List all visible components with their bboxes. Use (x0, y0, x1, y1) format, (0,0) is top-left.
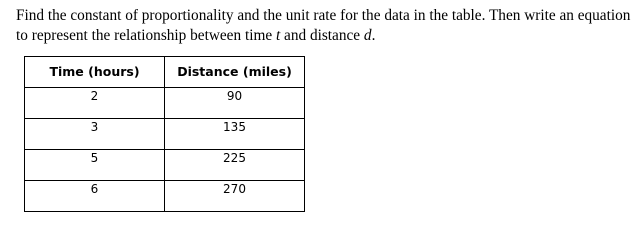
cell-time: 6 (25, 181, 165, 212)
problem-line-2-end: . (371, 27, 376, 44)
header-time: Time (hours) (25, 57, 165, 88)
table-row (25, 88, 305, 119)
table-row (25, 181, 305, 212)
table-row (25, 150, 305, 181)
cell-distance: 270 (165, 181, 305, 212)
cell-distance: 225 (165, 150, 305, 181)
cell-distance: 90 (165, 88, 305, 119)
variable-t: t (275, 27, 281, 44)
problem-line-1: Find the constant of proportionality and the unit rate for the data in the table. Then write an equation (16, 7, 631, 24)
cell-time: 3 (25, 119, 165, 150)
cell-time: 5 (25, 150, 165, 181)
header-distance: Distance (miles) (165, 57, 305, 88)
problem-line-2-start: to represent the relationship between time (16, 27, 276, 44)
table-header-row (25, 57, 305, 88)
time-distance-table (24, 56, 305, 212)
cell-distance: 135 (165, 119, 305, 150)
cell-time: 2 (25, 88, 165, 119)
variable-d: d (363, 27, 372, 44)
table-row (25, 119, 305, 150)
problem-statement (16, 6, 631, 46)
problem-line-2-middle: and distance (280, 27, 364, 44)
